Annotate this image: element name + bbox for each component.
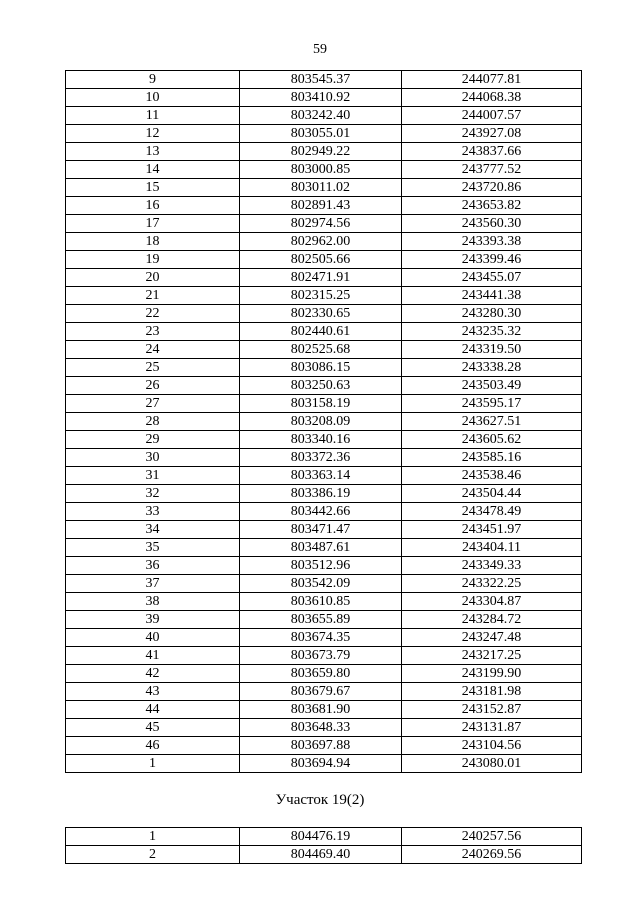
table-row bbox=[66, 647, 582, 665]
point-number-cell: 36 bbox=[66, 557, 240, 575]
section-heading: Участок 19(2) bbox=[275, 792, 365, 808]
y-coordinate-cell: 243080.01 bbox=[402, 755, 582, 773]
x-coordinate-cell: 802471.91 bbox=[240, 269, 402, 287]
table-row bbox=[66, 629, 582, 647]
table-row bbox=[66, 665, 582, 683]
table-row bbox=[66, 846, 582, 864]
point-number-cell: 13 bbox=[66, 143, 240, 161]
table-row bbox=[66, 305, 582, 323]
point-number-cell: 33 bbox=[66, 503, 240, 521]
x-coordinate-cell: 802962.00 bbox=[240, 233, 402, 251]
x-coordinate-cell: 803681.90 bbox=[240, 701, 402, 719]
table-row bbox=[66, 359, 582, 377]
point-number-cell: 16 bbox=[66, 197, 240, 215]
x-coordinate-cell: 803055.01 bbox=[240, 125, 402, 143]
x-coordinate-cell: 803679.67 bbox=[240, 683, 402, 701]
point-number-cell: 39 bbox=[66, 611, 240, 629]
point-number-cell: 22 bbox=[66, 305, 240, 323]
table-row bbox=[66, 737, 582, 755]
y-coordinate-cell: 243338.28 bbox=[402, 359, 582, 377]
y-coordinate-cell: 244068.38 bbox=[402, 89, 582, 107]
point-number-cell: 43 bbox=[66, 683, 240, 701]
x-coordinate-cell: 803442.66 bbox=[240, 503, 402, 521]
table-row bbox=[66, 143, 582, 161]
table-row bbox=[66, 377, 582, 395]
y-coordinate-cell: 243478.49 bbox=[402, 503, 582, 521]
x-coordinate-cell: 802949.22 bbox=[240, 143, 402, 161]
table-row bbox=[66, 611, 582, 629]
y-coordinate-cell: 243441.38 bbox=[402, 287, 582, 305]
y-coordinate-cell: 243217.25 bbox=[402, 647, 582, 665]
point-number-cell: 15 bbox=[66, 179, 240, 197]
y-coordinate-cell: 243235.32 bbox=[402, 323, 582, 341]
table-row bbox=[66, 179, 582, 197]
table-row bbox=[66, 233, 582, 251]
y-coordinate-cell: 243504.44 bbox=[402, 485, 582, 503]
table-row bbox=[66, 467, 582, 485]
x-coordinate-cell: 803363.14 bbox=[240, 467, 402, 485]
x-coordinate-cell: 802505.66 bbox=[240, 251, 402, 269]
y-coordinate-cell: 243322.25 bbox=[402, 575, 582, 593]
coordinates-table bbox=[65, 70, 582, 773]
x-coordinate-cell: 803542.09 bbox=[240, 575, 402, 593]
table-row bbox=[66, 89, 582, 107]
point-number-cell: 44 bbox=[66, 701, 240, 719]
x-coordinate-cell: 802891.43 bbox=[240, 197, 402, 215]
x-coordinate-cell: 802440.61 bbox=[240, 323, 402, 341]
y-coordinate-cell: 243927.08 bbox=[402, 125, 582, 143]
point-number-cell: 14 bbox=[66, 161, 240, 179]
x-coordinate-cell: 803673.79 bbox=[240, 647, 402, 665]
table-row bbox=[66, 503, 582, 521]
x-coordinate-cell: 802330.65 bbox=[240, 305, 402, 323]
point-number-cell: 24 bbox=[66, 341, 240, 359]
y-coordinate-cell: 244077.81 bbox=[402, 71, 582, 89]
table-row bbox=[66, 521, 582, 539]
y-coordinate-cell: 243284.72 bbox=[402, 611, 582, 629]
point-number-cell: 2 bbox=[66, 846, 240, 864]
x-coordinate-cell: 803697.88 bbox=[240, 737, 402, 755]
y-coordinate-cell: 243349.33 bbox=[402, 557, 582, 575]
x-coordinate-cell: 803487.61 bbox=[240, 539, 402, 557]
y-coordinate-cell: 243560.30 bbox=[402, 215, 582, 233]
table-row bbox=[66, 287, 582, 305]
y-coordinate-cell: 243199.90 bbox=[402, 665, 582, 683]
point-number-cell: 38 bbox=[66, 593, 240, 611]
y-coordinate-cell: 243319.50 bbox=[402, 341, 582, 359]
y-coordinate-cell: 240269.56 bbox=[402, 846, 582, 864]
point-number-cell: 41 bbox=[66, 647, 240, 665]
point-number-cell: 35 bbox=[66, 539, 240, 557]
table-row bbox=[66, 71, 582, 89]
x-coordinate-cell: 802315.25 bbox=[240, 287, 402, 305]
x-coordinate-cell: 803694.94 bbox=[240, 755, 402, 773]
y-coordinate-cell: 243455.07 bbox=[402, 269, 582, 287]
y-coordinate-cell: 243720.86 bbox=[402, 179, 582, 197]
page-number: 59 bbox=[313, 42, 327, 57]
x-coordinate-cell: 803011.02 bbox=[240, 179, 402, 197]
y-coordinate-cell: 243152.87 bbox=[402, 701, 582, 719]
table-row bbox=[66, 683, 582, 701]
x-coordinate-cell: 803242.40 bbox=[240, 107, 402, 125]
y-coordinate-cell: 243585.16 bbox=[402, 449, 582, 467]
x-coordinate-cell: 803610.85 bbox=[240, 593, 402, 611]
point-number-cell: 27 bbox=[66, 395, 240, 413]
point-number-cell: 40 bbox=[66, 629, 240, 647]
x-coordinate-cell: 803648.33 bbox=[240, 719, 402, 737]
y-coordinate-cell: 243181.98 bbox=[402, 683, 582, 701]
point-number-cell: 21 bbox=[66, 287, 240, 305]
x-coordinate-cell: 802525.68 bbox=[240, 341, 402, 359]
y-coordinate-cell: 244007.57 bbox=[402, 107, 582, 125]
point-number-cell: 31 bbox=[66, 467, 240, 485]
point-number-cell: 17 bbox=[66, 215, 240, 233]
x-coordinate-cell: 803000.85 bbox=[240, 161, 402, 179]
y-coordinate-cell: 243653.82 bbox=[402, 197, 582, 215]
table-row bbox=[66, 701, 582, 719]
x-coordinate-cell: 803340.16 bbox=[240, 431, 402, 449]
y-coordinate-cell: 243595.17 bbox=[402, 395, 582, 413]
point-number-cell: 20 bbox=[66, 269, 240, 287]
table-row bbox=[66, 323, 582, 341]
table-row bbox=[66, 485, 582, 503]
y-coordinate-cell: 243131.87 bbox=[402, 719, 582, 737]
section-coordinates-table-body bbox=[66, 828, 582, 864]
point-number-cell: 1 bbox=[66, 755, 240, 773]
table-row bbox=[66, 395, 582, 413]
y-coordinate-cell: 243404.11 bbox=[402, 539, 582, 557]
point-number-cell: 30 bbox=[66, 449, 240, 467]
x-coordinate-cell: 804469.40 bbox=[240, 846, 402, 864]
point-number-cell: 46 bbox=[66, 737, 240, 755]
table-row bbox=[66, 431, 582, 449]
table-row bbox=[66, 828, 582, 846]
table-row bbox=[66, 593, 582, 611]
y-coordinate-cell: 243451.97 bbox=[402, 521, 582, 539]
table-row bbox=[66, 449, 582, 467]
x-coordinate-cell: 803086.15 bbox=[240, 359, 402, 377]
x-coordinate-cell: 803250.63 bbox=[240, 377, 402, 395]
y-coordinate-cell: 243627.51 bbox=[402, 413, 582, 431]
table-row bbox=[66, 755, 582, 773]
y-coordinate-cell: 243837.66 bbox=[402, 143, 582, 161]
point-number-cell: 32 bbox=[66, 485, 240, 503]
table-row bbox=[66, 107, 582, 125]
point-number-cell: 37 bbox=[66, 575, 240, 593]
x-coordinate-cell: 803655.89 bbox=[240, 611, 402, 629]
table-row bbox=[66, 125, 582, 143]
point-number-cell: 26 bbox=[66, 377, 240, 395]
table-row bbox=[66, 215, 582, 233]
x-coordinate-cell: 802974.56 bbox=[240, 215, 402, 233]
x-coordinate-cell: 803471.47 bbox=[240, 521, 402, 539]
table-row bbox=[66, 161, 582, 179]
y-coordinate-cell: 243399.46 bbox=[402, 251, 582, 269]
point-number-cell: 12 bbox=[66, 125, 240, 143]
x-coordinate-cell: 803410.92 bbox=[240, 89, 402, 107]
y-coordinate-cell: 243280.30 bbox=[402, 305, 582, 323]
point-number-cell: 28 bbox=[66, 413, 240, 431]
table-row bbox=[66, 341, 582, 359]
point-number-cell: 23 bbox=[66, 323, 240, 341]
point-number-cell: 29 bbox=[66, 431, 240, 449]
coordinates-table-body bbox=[66, 71, 582, 773]
table-row bbox=[66, 557, 582, 575]
table-row bbox=[66, 251, 582, 269]
x-coordinate-cell: 803372.36 bbox=[240, 449, 402, 467]
table-row bbox=[66, 197, 582, 215]
point-number-cell: 34 bbox=[66, 521, 240, 539]
point-number-cell: 25 bbox=[66, 359, 240, 377]
table-row bbox=[66, 269, 582, 287]
y-coordinate-cell: 243304.87 bbox=[402, 593, 582, 611]
table-row bbox=[66, 719, 582, 737]
x-coordinate-cell: 804476.19 bbox=[240, 828, 402, 846]
point-number-cell: 10 bbox=[66, 89, 240, 107]
y-coordinate-cell: 243393.38 bbox=[402, 233, 582, 251]
table-row bbox=[66, 539, 582, 557]
x-coordinate-cell: 803545.37 bbox=[240, 71, 402, 89]
x-coordinate-cell: 803512.96 bbox=[240, 557, 402, 575]
y-coordinate-cell: 243247.48 bbox=[402, 629, 582, 647]
table-row bbox=[66, 413, 582, 431]
x-coordinate-cell: 803386.19 bbox=[240, 485, 402, 503]
y-coordinate-cell: 243605.62 bbox=[402, 431, 582, 449]
point-number-cell: 9 bbox=[66, 71, 240, 89]
point-number-cell: 19 bbox=[66, 251, 240, 269]
point-number-cell: 42 bbox=[66, 665, 240, 683]
point-number-cell: 1 bbox=[66, 828, 240, 846]
x-coordinate-cell: 803674.35 bbox=[240, 629, 402, 647]
x-coordinate-cell: 803659.80 bbox=[240, 665, 402, 683]
section-coordinates-table bbox=[65, 827, 582, 864]
point-number-cell: 11 bbox=[66, 107, 240, 125]
table-row bbox=[66, 575, 582, 593]
y-coordinate-cell: 240257.56 bbox=[402, 828, 582, 846]
y-coordinate-cell: 243777.52 bbox=[402, 161, 582, 179]
x-coordinate-cell: 803158.19 bbox=[240, 395, 402, 413]
y-coordinate-cell: 243104.56 bbox=[402, 737, 582, 755]
point-number-cell: 45 bbox=[66, 719, 240, 737]
x-coordinate-cell: 803208.09 bbox=[240, 413, 402, 431]
point-number-cell: 18 bbox=[66, 233, 240, 251]
y-coordinate-cell: 243503.49 bbox=[402, 377, 582, 395]
y-coordinate-cell: 243538.46 bbox=[402, 467, 582, 485]
